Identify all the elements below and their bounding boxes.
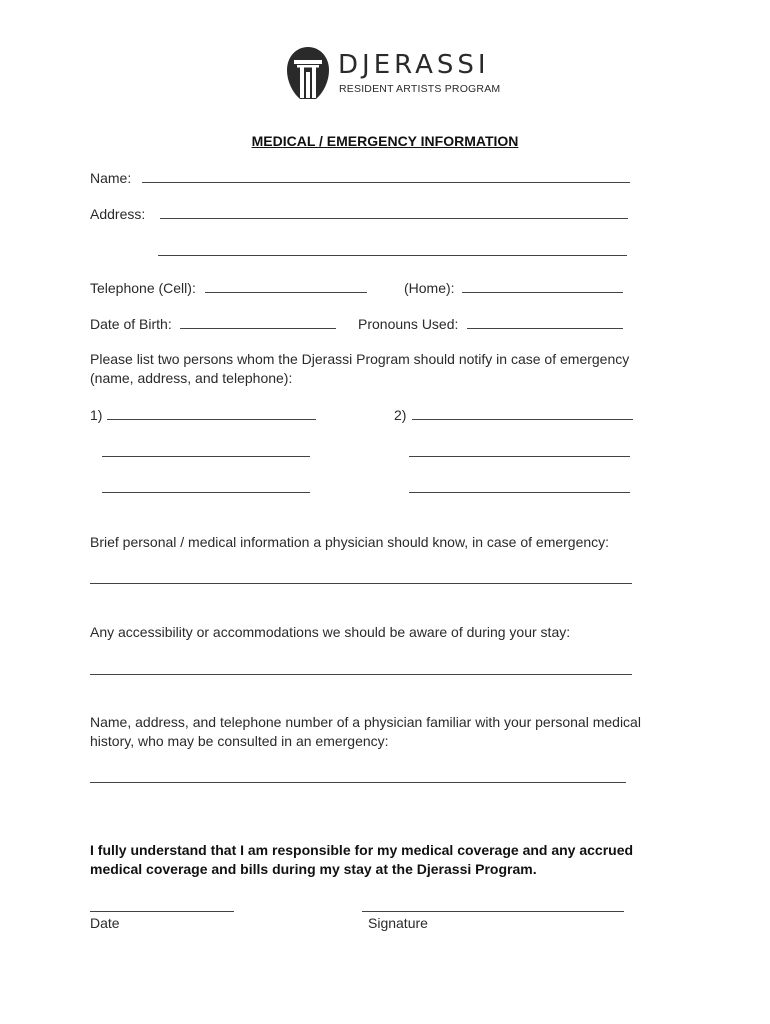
date-field[interactable]	[90, 911, 234, 912]
contact-2-label: 2)	[394, 407, 407, 423]
contact-1-field-line-2[interactable]	[102, 456, 310, 457]
accessibility-label: Any accessibility or accommodations we should be aware of during your stay:	[90, 624, 571, 640]
dob-label: Date of Birth:	[90, 316, 172, 332]
address-field-line-1[interactable]	[160, 218, 628, 219]
telephone-home-label: (Home):	[404, 280, 455, 296]
signature-field[interactable]	[362, 911, 624, 912]
telephone-cell-field[interactable]	[205, 292, 367, 293]
contact-2-field-line-1[interactable]	[412, 419, 633, 420]
acknowledgement-text	[90, 841, 633, 879]
medical-info-field[interactable]	[90, 583, 632, 584]
telephone-home-field[interactable]	[462, 292, 623, 293]
dob-field[interactable]	[180, 328, 336, 329]
contact-1-label: 1)	[90, 407, 103, 423]
contact-1-field-line-1[interactable]	[107, 419, 316, 420]
physician-field[interactable]	[90, 782, 626, 783]
address-label: Address:	[90, 206, 146, 222]
logo-subtitle: RESIDENT ARTISTS PROGRAM	[339, 83, 501, 95]
telephone-cell-label: Telephone (Cell):	[90, 280, 196, 296]
physician-label	[90, 713, 641, 751]
contact-2-field-line-3[interactable]	[409, 492, 630, 493]
physician-label-line-2: history, who may be consulted in an emergency:	[90, 733, 389, 749]
physician-label-line-1: Name, address, and telephone number of a physician familiar with your personal medical	[90, 714, 641, 730]
emergency-prompt-line-2: (name, address, and telephone):	[90, 370, 293, 386]
contact-1-field-line-3[interactable]	[102, 492, 310, 493]
signature-label: Signature	[368, 915, 428, 931]
acknowledgement-line-2: medical coverage and bills during my stay at the Djerassi Program.	[90, 861, 537, 877]
address-field-line-2[interactable]	[158, 255, 627, 256]
date-label: Date	[90, 915, 120, 931]
pronouns-field[interactable]	[467, 328, 623, 329]
pronouns-label: Pronouns Used:	[358, 316, 459, 332]
contact-2-field-line-2[interactable]	[409, 456, 630, 457]
acknowledgement-line-1: I fully understand that I am responsible for my medical coverage and any accrued	[90, 842, 634, 858]
logo-wordmark: DJERASSI	[338, 50, 490, 80]
form-title: MEDICAL / EMERGENCY INFORMATION	[251, 133, 519, 149]
logo-mark-icon	[286, 46, 330, 100]
accessibility-field[interactable]	[90, 674, 632, 675]
medical-info-label: Brief personal / medical information a physician should know, in case of emergency:	[90, 534, 610, 550]
name-field[interactable]	[142, 182, 630, 183]
emergency-prompt	[90, 350, 629, 388]
emergency-prompt-line-1: Please list two persons whom the Djerassi Program should notify in case of emergency	[90, 351, 630, 367]
name-label: Name:	[90, 170, 132, 186]
